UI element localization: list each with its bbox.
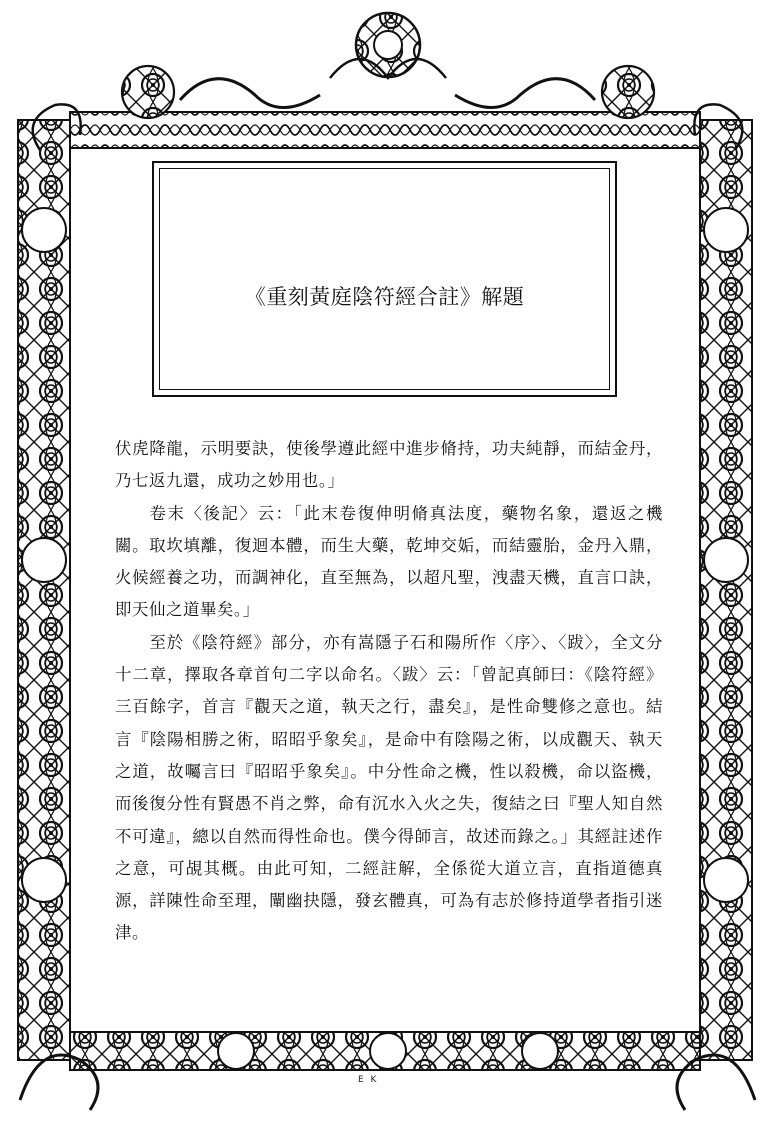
- title-box-inner-border: [159, 168, 610, 390]
- paragraph-2: 卷末〈後記〉云：「此末卷復伸明脩真法度，藥物名象，還返之機關。取坎填離，復迴本體，而生大藥，乾坤交姤，而結靈胎，金丹入鼎，火候經養之功，而調神化，直至無為，以超凡聖，洩盡天機，直言口訣，即天仙之道畢矣。」: [115, 503, 663, 620]
- paragraph-1: 伏虎降龍，示明要訣，使後學遵此經中進步脩持，功夫純靜，而結金丹，乃七返九還，成功之妙用也。」: [115, 439, 663, 491]
- footer-mark: E K: [358, 1075, 379, 1085]
- body-text: [115, 433, 663, 950]
- page-title: 《重刻黃庭陰符經合註》解題: [244, 285, 525, 309]
- paragraph-3: 至於《陰符經》部分，亦有嵩隱子石和陽所作〈序〉、〈跋〉，全文分十二章，擇取各章首句二字以命名。〈跋〉云：「曾記真師曰：《陰符經》三百餘字，首言『觀天之道，執天之行，盡矣』，是性命雙修之意也。結言『陰陽相勝之術，昭昭乎象矣』，是命中有陰陽之術，以成觀天、執天之道，故囑言曰『昭昭乎象矣』。中分性命之機，性以殺機，命以盜機，而後復分性有賢愚不肖之弊，命有沉水入火之失，復結之曰『聖人知自然不可違』，總以自然而得性命也。僕今得師言，故述而錄之。」其經註述作之意，可覘其概。由此可知，二經註解，全係從大道立言，直指道德真源，詳陳性命至理，闡幽抉隱，發玄體真，可為有志於修持道學者指引迷津。: [115, 632, 663, 943]
- title-box: [152, 161, 617, 397]
